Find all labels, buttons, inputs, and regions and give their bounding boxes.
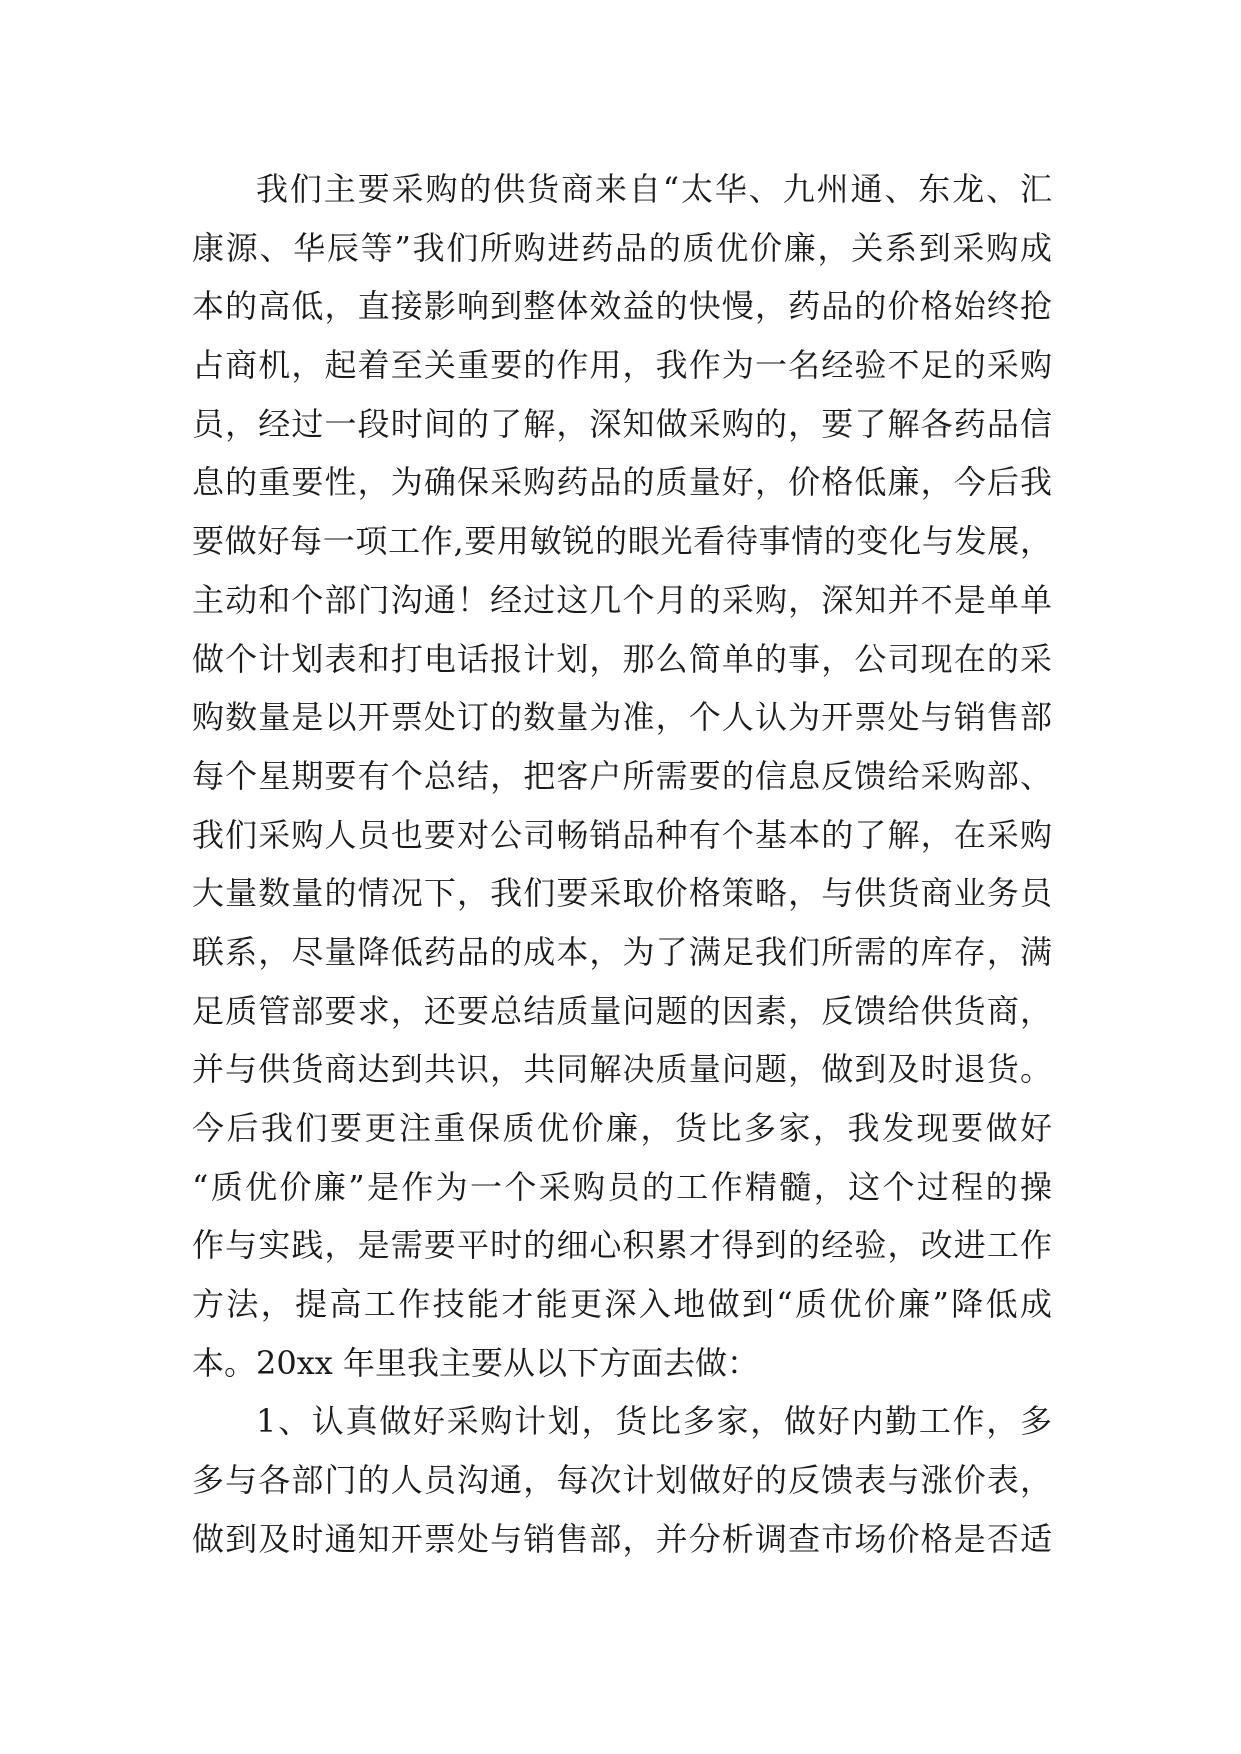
paragraph-line: 每个星期要有个总结，把客户所需要的信息反馈给采购部、 bbox=[192, 756, 1052, 795]
paragraph-line: “质优价廉”是作为一个采购员的工作精髓，这个过程的操 bbox=[192, 1167, 1052, 1206]
paragraph-line: 本的高低，直接影响到整体效益的快慢，药品的价格始终抢 bbox=[192, 287, 1052, 326]
paragraph-line: 1、认真做好采购计划，货比多家，做好内勤工作，多 bbox=[256, 1402, 1052, 1441]
paragraph-line: 做到及时通知开票处与销售部，并分析调查市场价格是否适 bbox=[192, 1519, 1052, 1558]
paragraph-line: 足质管部要求，还要总结质量问题的因素，反馈给供货商， bbox=[192, 991, 1052, 1030]
paragraph-line: 购数量是以开票处订的数量为准，个人认为开票处与销售部 bbox=[192, 698, 1052, 737]
paragraph-line: 占商机，起着至关重要的作用，我作为一名经验不足的采购 bbox=[192, 346, 1052, 385]
paragraph-line: 并与供货商达到共识，共同解决质量问题，做到及时退货。 bbox=[192, 1050, 1052, 1089]
paragraph-line: 做个计划表和打电话报计划，那么简单的事，公司现在的采 bbox=[192, 639, 1052, 678]
paragraph-line: 主动和个部门沟通！经过这几个月的采购，深知并不是单单 bbox=[192, 580, 1052, 619]
paragraph-line: 作与实践，是需要平时的细心积累才得到的经验，改进工作 bbox=[192, 1226, 1052, 1265]
paragraph-line: 联系，尽量降低药品的成本，为了满足我们所需的库存，满 bbox=[192, 932, 1052, 971]
body-text bbox=[192, 160, 1052, 1569]
paragraph-line: 多与各部门的人员沟通，每次计划做好的反馈表与涨价表， bbox=[192, 1461, 1052, 1500]
paragraph-line: 康源、华辰等”我们所购进药品的质优价廉，关系到采购成 bbox=[192, 228, 1052, 267]
paragraph-line: 息的重要性，为确保采购药品的质量好，价格低廉，今后我 bbox=[192, 463, 1052, 502]
paragraph-line: 我们主要采购的供货商来自“太华、九州通、东龙、汇 bbox=[256, 170, 1052, 208]
paragraph-line: 大量数量的情况下，我们要采取价格策略，与供货商业务员 bbox=[192, 874, 1052, 913]
paragraph-line: 今后我们要更注重保质优价廉，货比多家，我发现要做好 bbox=[192, 1109, 1052, 1147]
paragraph-line: 方法，提高工作技能才能更深入地做到“质优价廉”降低成 bbox=[192, 1285, 1052, 1324]
paragraph-line: 员，经过一段时间的了解，深知做采购的，要了解各药品信 bbox=[192, 404, 1052, 443]
paragraph-line: 我们采购人员也要对公司畅销品种有个基本的了解，在采购 bbox=[192, 815, 1052, 854]
paragraph-line: 要做好每一项工作,要用敏锐的眼光看待事情的变化与发展， bbox=[192, 522, 1052, 561]
paragraph-line: 本。20xx 年里我主要从以下方面去做： bbox=[192, 1343, 759, 1382]
